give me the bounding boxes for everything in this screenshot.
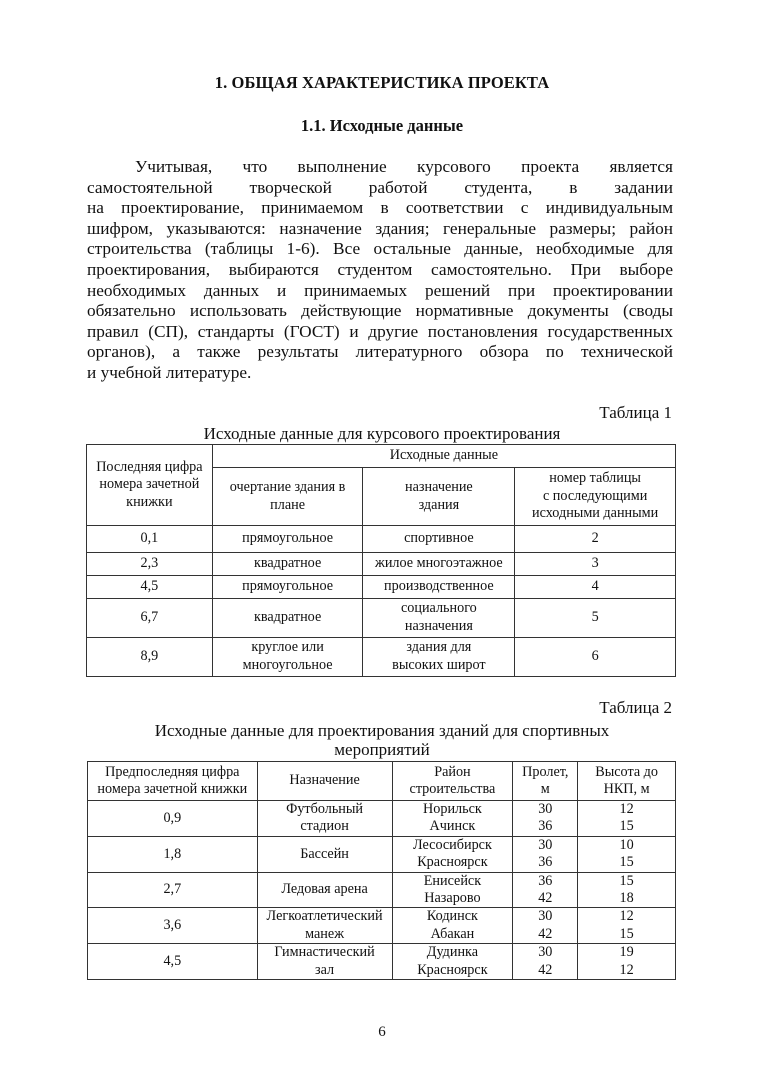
cell-cities: [392, 801, 513, 837]
cell-text: 19: [619, 944, 634, 961]
cell-text: Кодинск: [426, 908, 478, 925]
table2-header-height: [578, 762, 676, 801]
cell-text: высоких широт: [392, 657, 486, 673]
cell-text: 15: [619, 872, 634, 889]
table-row: [87, 553, 676, 576]
table1-header-group: Исходные данные: [212, 445, 675, 468]
header-text: Последняя цифра: [96, 458, 203, 475]
cell-purpose: [363, 599, 515, 638]
paragraph-line: Учитывая, что выполнение курсового проекта является: [135, 157, 673, 176]
cell-text: 30: [538, 836, 553, 853]
cell-shape: квадратное: [212, 553, 363, 576]
header-text: здания: [418, 496, 460, 513]
cell-text: 15: [619, 925, 634, 942]
cell-text: социального: [400, 600, 477, 617]
paragraph-line: на проектирование, принимаемом в соответствии с индивидуальным: [87, 198, 673, 218]
cell-text: Дудинка: [426, 944, 479, 961]
cell-text: 30: [538, 908, 553, 925]
section-heading: 1. ОБЩАЯ ХАРАКТЕРИСТИКА ПРОЕКТА: [214, 73, 550, 92]
cell-text: 10: [619, 836, 634, 853]
cell-height: [578, 801, 676, 837]
cell-digits: 8,9: [87, 638, 213, 677]
header-text: м: [540, 781, 550, 797]
intro-paragraph: [87, 157, 673, 384]
table1-label: Таблица 1: [599, 403, 672, 422]
cell-digits: 4,5: [88, 944, 258, 980]
header-text: очертание здания в: [229, 478, 346, 495]
paragraph-line: обязательно использовать действующие нормативные документы (своды: [87, 301, 673, 321]
cell-purpose: производственное: [363, 576, 515, 599]
cell-text: Назарово: [424, 890, 481, 907]
table2-caption-line: Исходные данные для проектирования зданий для спортивных: [154, 721, 610, 740]
cell-text: 30: [538, 944, 553, 961]
table-row: [87, 526, 676, 553]
table1-header-shape: [212, 468, 363, 526]
header-text: с последующими: [542, 487, 648, 504]
cell-digits: 2,3: [87, 553, 213, 576]
header-text: исходными данными: [532, 505, 659, 522]
table2-header-region: [392, 762, 513, 801]
header-text: Предпоследняя цифра: [105, 763, 240, 780]
cell-height: [578, 944, 676, 980]
table-row: [87, 576, 676, 599]
header-text: Пролет,: [522, 763, 569, 780]
cell-tableno: 2: [515, 526, 676, 553]
paragraph-line: самостоятельной творческой работой студента, в задании: [87, 177, 673, 197]
cell-text: многоугольное: [242, 657, 333, 673]
cell-text: Лесосибирск: [412, 836, 492, 853]
cell-span: [513, 872, 578, 908]
table-row: [88, 872, 676, 908]
cell-text: 18: [619, 890, 634, 907]
cell-text: 36: [538, 854, 553, 871]
table-row: [87, 599, 676, 638]
cell-text: Легкоатлетический: [266, 908, 383, 925]
cell-shape: прямоугольное: [212, 576, 363, 599]
cell-text: 12: [619, 801, 634, 817]
cell-digits: 2,7: [88, 872, 258, 908]
cell-text: Енисейск: [423, 872, 482, 889]
header-text: Район: [434, 763, 471, 780]
subsection-heading: 1.1. Исходные данные: [300, 116, 464, 135]
table-row: [88, 908, 676, 944]
cell-digits: 6,7: [87, 599, 213, 638]
cell-text: Красноярск: [417, 961, 488, 978]
cell-text: Гимнастический: [274, 944, 375, 961]
cell-text: зал: [315, 961, 335, 978]
table1-header-purpose: [363, 468, 515, 526]
table2-header-digit: [88, 762, 258, 801]
cell-text: 42: [538, 890, 553, 907]
paragraph-line: и учебной литературе.: [87, 362, 252, 382]
cell-text: 12: [619, 908, 634, 925]
header-text: плане: [270, 496, 306, 513]
cell-span: [513, 908, 578, 944]
cell-text: здания для: [406, 639, 472, 656]
cell-height: [578, 908, 676, 944]
cell-purpose: спортивное: [363, 526, 515, 553]
table-row: [88, 801, 676, 837]
header-text: Высота до: [595, 763, 658, 780]
cell-text: манеж: [305, 925, 344, 942]
table-row: [87, 638, 676, 677]
table2: [87, 761, 676, 980]
cell-digits: 0,1: [87, 526, 213, 553]
cell-purpose: Бассейн: [257, 836, 392, 872]
table1-header-tableno: [515, 468, 676, 526]
cell-digits: 4,5: [87, 576, 213, 599]
cell-purpose: [257, 801, 392, 837]
cell-text: Красноярск: [417, 854, 488, 871]
paragraph-line: необходимых данных и принимаемых решений при проектировании: [87, 280, 673, 300]
cell-text: 42: [538, 961, 553, 978]
paragraph-line: строительства (таблицы 1-6). Все остальные данные, необходимые для: [87, 239, 673, 259]
cell-digits: 1,8: [88, 836, 258, 872]
table1-caption: Исходные данные для курсового проектирования: [203, 424, 561, 443]
cell-text: 42: [538, 925, 553, 942]
cell-text: Абакан: [430, 925, 475, 942]
cell-text: 15: [619, 818, 634, 835]
cell-purpose: [257, 908, 392, 944]
cell-tableno: 5: [515, 599, 676, 638]
table1-header-digit: [87, 445, 213, 526]
table2-caption-line: мероприятий: [334, 740, 430, 759]
cell-cities: [392, 836, 513, 872]
paragraph-line: органов), а также результаты литературного обзора по технической: [87, 342, 673, 362]
cell-text: 36: [538, 872, 553, 889]
header-text: номера зачетной: [99, 476, 200, 493]
paragraph-line: проектирования, выбираются студентом самостоятельно. При выборе: [87, 259, 673, 279]
cell-text: круглое или: [251, 639, 324, 656]
cell-text: Норильск: [423, 801, 482, 817]
header-text: номера зачетной книжки: [97, 781, 248, 797]
cell-height: [578, 836, 676, 872]
page-number: 6: [378, 1024, 386, 1040]
cell-tableno: 4: [515, 576, 676, 599]
header-text: номер таблицы: [549, 470, 641, 487]
cell-purpose: [363, 638, 515, 677]
cell-shape: [212, 638, 363, 677]
table1: [86, 444, 676, 677]
cell-cities: [392, 944, 513, 980]
cell-purpose: жилое многоэтажное: [363, 553, 515, 576]
cell-purpose: Ледовая арена: [257, 872, 392, 908]
header-text: назначение: [405, 478, 473, 495]
cell-text: Ачинск: [429, 818, 476, 835]
cell-cities: [392, 872, 513, 908]
header-text: книжки: [126, 493, 173, 510]
cell-purpose: [257, 944, 392, 980]
cell-digits: 3,6: [88, 908, 258, 944]
table-row: [88, 944, 676, 980]
cell-shape: квадратное: [212, 599, 363, 638]
cell-text: 30: [538, 801, 553, 817]
cell-span: [513, 801, 578, 837]
table2-header-span: [513, 762, 578, 801]
cell-text: назначения: [404, 618, 473, 634]
cell-text: стадион: [300, 818, 349, 835]
cell-text: 36: [538, 818, 553, 835]
cell-text: 12: [619, 961, 634, 978]
cell-height: [578, 872, 676, 908]
paragraph-line: шифром, указываются: назначение здания; генеральные размеры; район: [87, 218, 673, 238]
table-row: [88, 836, 676, 872]
table2-header-purpose: Назначение: [257, 762, 392, 801]
header-text: строительства: [409, 781, 496, 797]
header-text: НКП, м: [603, 781, 650, 797]
cell-text: Футбольный: [286, 801, 364, 817]
cell-tableno: 6: [515, 638, 676, 677]
cell-span: [513, 836, 578, 872]
cell-cities: [392, 908, 513, 944]
cell-text: 15: [619, 854, 634, 871]
cell-tableno: 3: [515, 553, 676, 576]
cell-span: [513, 944, 578, 980]
cell-shape: прямоугольное: [212, 526, 363, 553]
table2-label: Таблица 2: [599, 698, 672, 717]
paragraph-line: правил (СП), стандарты (ГОСТ) и другие постановления государственных: [87, 321, 673, 341]
cell-digits: 0,9: [88, 801, 258, 837]
